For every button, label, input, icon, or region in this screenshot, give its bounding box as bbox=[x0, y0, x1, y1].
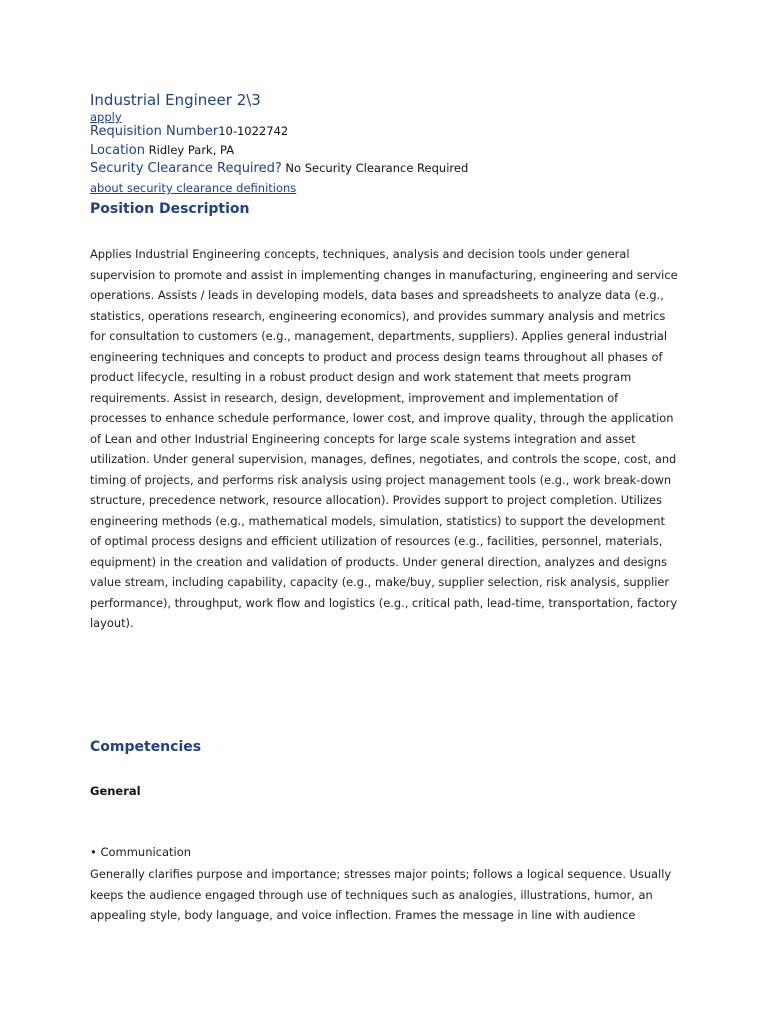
position-description-text: Applies Industrial Engineering concepts, techniques, analysis and decision tools under general supervision to promote and assist in implementing changes in manufacturing, engineering and service operations. Assists / leads in developing models, data bases and spreadsheets to analyze data (e.g., statistics, operations research, engineering economics), and provides summary analysis and metrics for consultation to customers (e.g., management, departments, suppliers). Applies general industrial engineering techniques and concepts to product and process design teams throughout all phases of product lifecycle, resulting in a robust product design and work statement that meets program requirements. Assist in research, design, development, improvement and implementation of processes to enhance schedule performance, lower cost, and improve quality, through the application of Lean and other Industrial Engineering concepts for large scale systems integration and asset utilization. Under general supervision, manages, defines, negotiates, and controls the scope, cost, and timing of projects, and performs risk analysis using project management tools (e.g., work break-down structure, precedence network, resource allocation). Provides support to project completion. Utilizes engineering methods (e.g., mathematical models, simulation, statistics) to support the development of optimal process designs and efficient utilization of resources (e.g., facilities, personnel, materials, equipment) in the creation and validation of products. Under general direction, analyzes and designs value stream, including capability, capacity (e.g., make/buy, supplier selection, risk analysis, supplier performance), throughput, work flow and logistics (e.g., critical path, lead-time, transportation, factory layout). bbox=[90, 247, 678, 630]
security-clearance-definitions-link[interactable]: about security clearance definitions bbox=[90, 181, 297, 195]
communication-text: Generally clarifies purpose and importance; stresses major points; follows a logical sequence. Usually keeps the audience engaged through use of techniques such as analogies, illustrations, humor, an appealing style, body language, and voice inflection. Frames the message in line with audience bbox=[90, 867, 672, 922]
security-clearance-label: Security Clearance Required? bbox=[90, 161, 282, 176]
requisition-value: 10-1022742 bbox=[218, 124, 289, 138]
competencies-heading: Competencies bbox=[90, 739, 202, 755]
requisition-row bbox=[90, 124, 288, 139]
apply-link[interactable]: apply bbox=[90, 110, 122, 124]
security-clearance-value: No Security Clearance Required bbox=[281, 161, 469, 175]
requisition-label: Requisition Number bbox=[90, 124, 219, 139]
position-description-heading: Position Description bbox=[90, 201, 250, 217]
security-clearance-row bbox=[90, 161, 468, 176]
location-value: Ridley Park, PA bbox=[144, 143, 235, 157]
communication-bullet: • Communication bbox=[90, 845, 192, 859]
general-subheading: General bbox=[90, 784, 141, 798]
job-title: Industrial Engineer 2\3 bbox=[90, 91, 261, 109]
location-label: Location bbox=[90, 143, 145, 158]
location-row bbox=[90, 143, 234, 158]
